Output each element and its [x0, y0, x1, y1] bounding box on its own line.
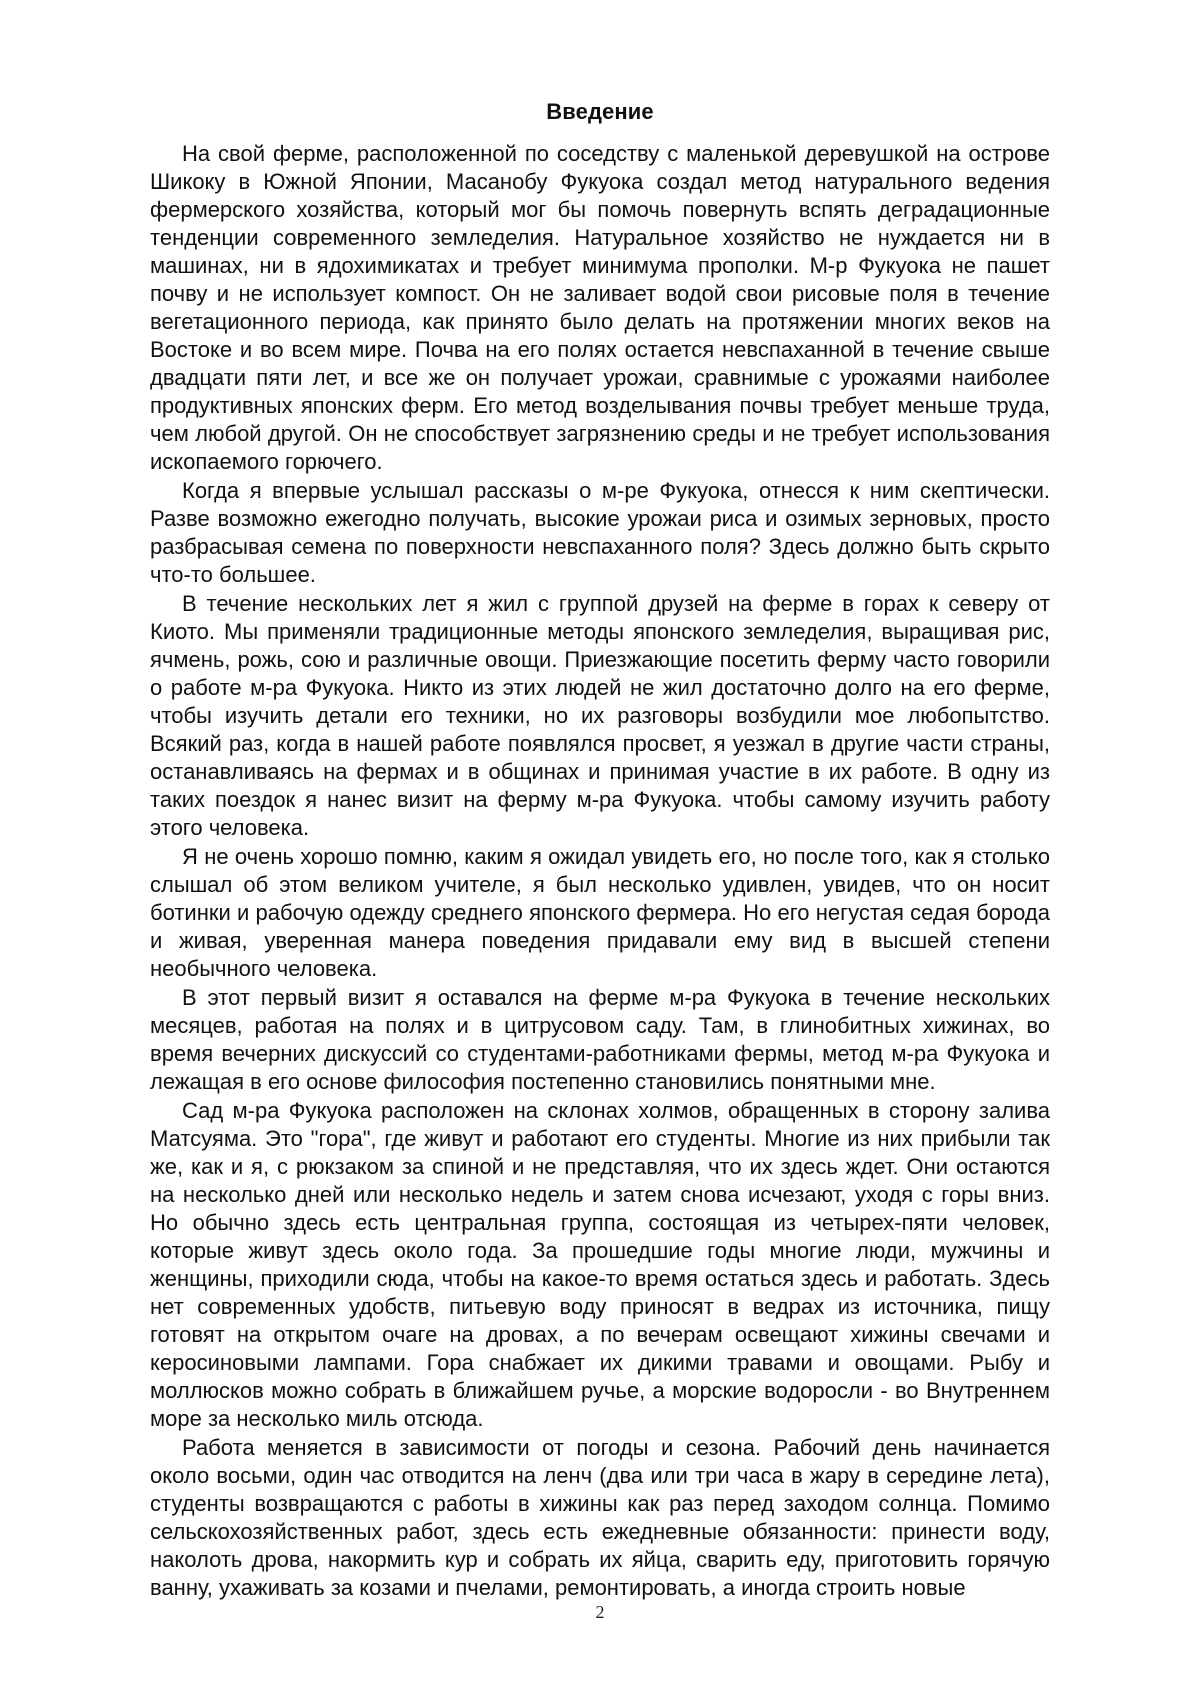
paragraph: Когда я впервые услышал рассказы о м-ре Фукуока, отнесся к ним скептически. Разве возможно ежегодно получать, высокие урожаи риса и озимых зерновых, просто разбрасывая семена по поверхности невспаханного поля? Здесь должно быть скрыто что-то большее.	[150, 478, 1050, 587]
paragraph: Я не очень хорошо помню, каким я ожидал увидеть его, но после того, как я столько слышал об этом великом учителе, я был несколько удивлен, увидев, что он носит ботинки и рабочую одежду среднего японского фермера. Но его негустая седая борода и живая, уверенная манера поведения придавали ему вид в высшей степени необычного человека.	[150, 844, 1050, 981]
page-title: Введение	[546, 99, 654, 124]
paragraph: Работа меняется в зависимости от погоды и сезона. Рабочий день начинается около восьми, один час отводится на ленч (два или три часа в жару в середине лета), студенты возвращаются с работы в хижины как раз перед заходом солнца. Помимо сельскохозяйственных работ, здесь есть ежедневные обязанности: принести воду, наколоть дрова, накормить кур и собрать их яйца, сварить еду, приготовить горячую ванну, ухаживать за козами и пчелами, ремонтировать, а иногда строить новые	[150, 1435, 1050, 1600]
paragraph: В течение нескольких лет я жил с группой друзей на ферме в горах к северу от Киото. Мы применяли традиционные методы японского земледелия, выращивая рис, ячмень, рожь, сою и различные овощи. Приезжающие посетить ферму часто говорили о работе м-ра Фукуока. Никто из этих людей не жил достаточно долго на его ферме, чтобы изучить детали его техники, но их разговоры возбудили мое любопытство. Всякий раз, когда в нашей работе появлялся просвет, я уезжал в другие части страны, останавливаясь на фермах и в общинах и принимая участие в их работе. В одну из таких поездок я нанес визит на ферму м-ра Фукуока. чтобы самому изучить работу этого человека.	[150, 591, 1050, 840]
page-number: 2	[595, 1602, 605, 1622]
paragraph: В этот первый визит я оставался на ферме м-ра Фукуока в течение нескольких месяцев, работая на полях и в цитрусовом саду. Там, в глинобитных хижинах, во время вечерних дискуссий со студентами-работниками фермы, метод м-ра Фукуока и лежащая в его основе философия постепенно становились понятными мне.	[150, 985, 1050, 1094]
paragraph: Сад м-ра Фукуока расположен на склонах холмов, обращенных в сторону залива Матсуяма. Это "гора", где живут и работают его студенты. Многие из них прибыли так же, как и я, с рюкзаком за спиной и не представляя, что их здесь ждет. Они остаются на несколько дней или несколько недель и затем снова исчезают, уходя с горы вниз. Но обычно здесь есть центральная группа, состоящая из четырех-пяти человек, которые живут здесь около года. За прошедшие годы многие люди, мужчины и женщины, приходили сюда, чтобы на какое-то время остаться здесь и работать. Здесь нет современных удобств, питьевую воду приносят в ведрах из источника, пищу готовят на открытом очаге на дровах, а по вечерам освещают хижины свечами и керосиновыми лампами. Гора снабжает их дикими травами и овощами. Рыбу и моллюсков можно собрать в ближайшем ручье, а морские водоросли - во Внутреннем море за несколько миль отсюда.	[150, 1098, 1050, 1431]
page-content	[150, 96, 1050, 1603]
paragraph: На свой ферме, расположенной по соседству с маленькой деревушкой на острове Шикоку в Южной Японии, Масанобу Фукуока создал метод натурального ведения фермерского хозяйства, который мог бы помочь повернуть вспять деградационные тенденции современного земледелия. Натуральное хозяйство не нуждается ни в машинах, ни в ядохимикатах и требует минимума прополки. М-р Фукуока не пашет почву и не использует компост. Он не заливает водой свои рисовые поля в течение вегетационного периода, как принято было делать на протяжении многих веков на Востоке и во всем мире. Почва на его полях остается невспаханной в течение свыше двадцати пяти лет, и все же он получает урожаи, сравнимые с урожаями наиболее продуктивных японских ферм. Его метод возделывания почвы требует меньше труда, чем любой другой. Он не способствует загрязнению среды и не требует использования ископаемого горючего.	[150, 141, 1050, 474]
